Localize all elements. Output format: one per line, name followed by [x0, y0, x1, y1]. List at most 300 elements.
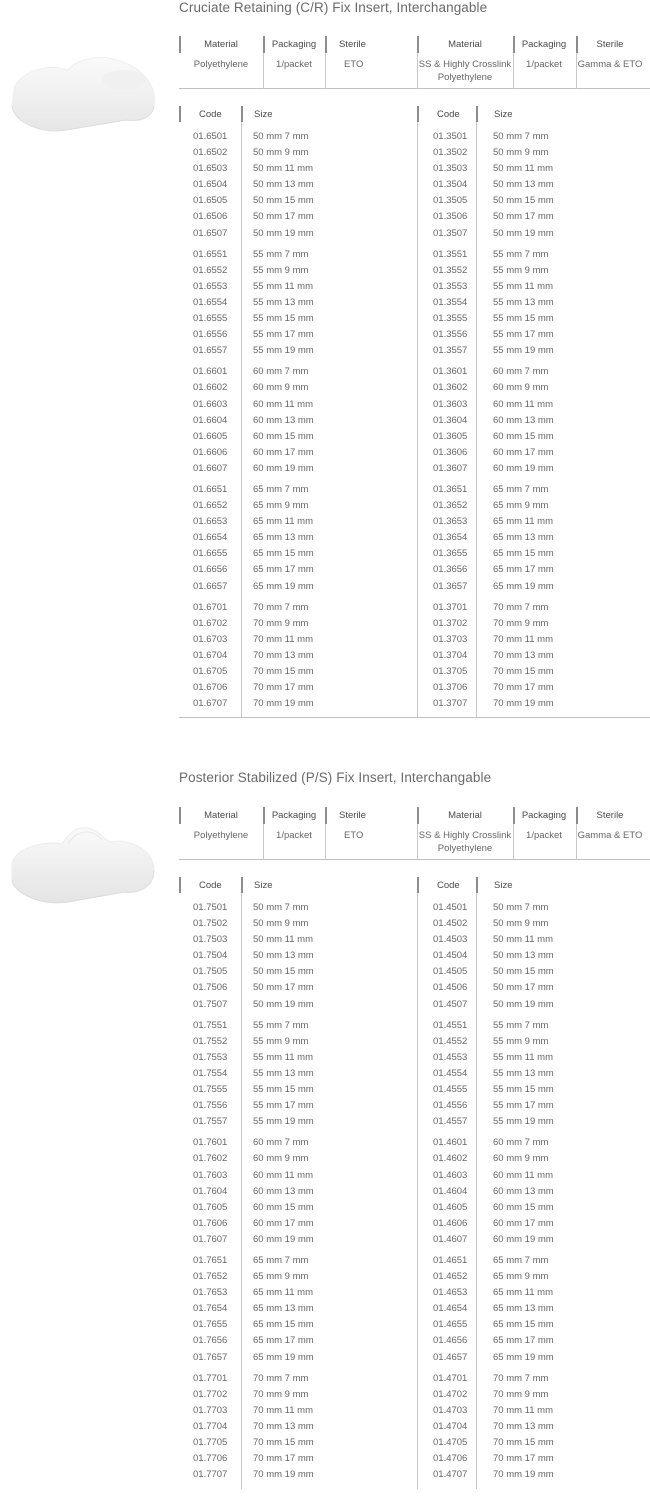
spec-sterile-left	[325, 807, 417, 860]
product-code: 01.4706	[433, 1453, 468, 1465]
cr-insert-image	[6, 52, 156, 132]
product-code: 01.4701	[433, 1372, 468, 1384]
table-row	[179, 1114, 409, 1130]
sterile-value: Gamma & ETO	[577, 830, 643, 841]
table-row	[419, 1301, 649, 1317]
product-code: 01.7652	[193, 1271, 228, 1283]
table-row	[419, 413, 649, 429]
table-row	[179, 413, 409, 429]
product-code: 01.4554	[433, 1067, 468, 1079]
product-code: 01.7503	[193, 934, 228, 946]
table-row	[179, 1184, 409, 1200]
product-code: 01.7604	[193, 1185, 228, 1197]
table-row	[419, 530, 649, 546]
table-row	[179, 1168, 409, 1184]
table-row	[179, 1151, 409, 1167]
product-size: 65 mm 11 mm	[493, 516, 554, 528]
product-code: 01.3551	[433, 248, 468, 260]
code-table-right	[417, 877, 647, 1481]
product-code: 01.4707	[433, 1469, 468, 1481]
product-size: 55 mm 11 mm	[493, 1051, 554, 1063]
product-code: 01.6557	[193, 345, 228, 357]
product-size: 70 mm 9 mm	[493, 617, 549, 629]
code-groups	[179, 129, 409, 717]
product-size: 70 mm 15 mm	[253, 1437, 314, 1448]
product-code: 01.4553	[433, 1051, 468, 1063]
product-size: 55 mm 19 mm	[493, 345, 554, 357]
product-size: 50 mm 19 mm	[253, 998, 314, 1010]
product-code: 01.6502	[193, 147, 228, 159]
table-row	[179, 932, 409, 948]
ps-section	[0, 770, 650, 1505]
product-size: 70 mm 17 mm	[253, 682, 314, 694]
table-row	[419, 327, 649, 343]
table-row	[419, 226, 649, 242]
product-size: 50 mm 17 mm	[493, 982, 554, 994]
product-code: 01.7704	[193, 1420, 228, 1432]
product-code: 01.4505	[433, 966, 468, 978]
product-code: 01.7502	[193, 918, 228, 930]
size-header: Size	[494, 880, 513, 891]
table-row	[419, 498, 649, 514]
table-row	[179, 1387, 409, 1403]
product-code: 01.6506	[193, 211, 228, 223]
product-code: 01.6651	[193, 483, 228, 495]
product-size: 50 mm 13 mm	[493, 950, 554, 962]
table-row	[179, 1253, 409, 1269]
product-code: 01.3501	[433, 131, 468, 142]
product-code: 01.6552	[193, 264, 228, 276]
product-size: 60 mm 17 mm	[493, 446, 554, 458]
table-row	[419, 964, 649, 980]
product-code: 01.7504	[193, 950, 228, 962]
product-size: 50 mm 17 mm	[253, 982, 314, 994]
spec-row	[179, 36, 650, 89]
product-size: 65 mm 17 mm	[253, 564, 314, 576]
size-group	[179, 1371, 409, 1484]
product-size: 60 mm 13 mm	[493, 414, 554, 426]
table-row	[179, 1403, 409, 1419]
size-group	[419, 129, 649, 242]
product-code: 01.3656	[433, 564, 468, 576]
product-code: 01.6605	[193, 430, 228, 442]
table-row	[179, 129, 409, 145]
table-row	[179, 1350, 409, 1366]
product-size: 60 mm 17 mm	[253, 1217, 314, 1229]
product-size: 55 mm 15 mm	[493, 313, 554, 325]
sterile-label: Sterile	[339, 810, 366, 821]
product-size: 55 mm 7 mm	[253, 1019, 309, 1031]
table-row	[179, 680, 409, 696]
material-label: Material	[204, 39, 238, 50]
code-header: Code	[437, 109, 460, 120]
product-code: 01.4556	[433, 1100, 468, 1112]
product-size: 65 mm 7 mm	[493, 1254, 549, 1266]
table-row	[179, 1371, 409, 1387]
product-size: 60 mm 9 mm	[253, 382, 309, 394]
table-row	[419, 980, 649, 996]
code-header: Code	[437, 880, 460, 891]
table-row	[419, 1371, 649, 1387]
product-size: 55 mm 19 mm	[493, 1116, 554, 1128]
product-size: 60 mm 9 mm	[253, 1153, 309, 1165]
table-row	[419, 1135, 649, 1151]
product-size: 70 mm 15 mm	[253, 666, 314, 677]
product-code: 01.4651	[433, 1254, 468, 1266]
table-row	[179, 997, 409, 1013]
product-size: 70 mm 19 mm	[493, 698, 554, 710]
section-title: Posterior Stabilized (P/S) Fix Insert, Interchangable	[179, 770, 492, 785]
product-code: 01.4503	[433, 934, 468, 946]
material-value-line2: Polyethylene	[437, 72, 493, 83]
product-size: 65 mm 9 mm	[493, 1271, 549, 1283]
table-row	[419, 1350, 649, 1366]
table-row	[419, 616, 649, 632]
product-size: 65 mm 19 mm	[493, 1351, 554, 1363]
product-code: 01.6507	[193, 227, 228, 239]
product-size: 65 mm 9 mm	[253, 500, 309, 512]
packaging-value: 1/packet	[276, 59, 312, 70]
product-size: 50 mm 7 mm	[493, 902, 549, 913]
table-row	[179, 193, 409, 209]
product-code: 01.3707	[433, 698, 468, 710]
product-size: 50 mm 7 mm	[253, 131, 309, 142]
table-row	[419, 932, 649, 948]
table-row	[179, 311, 409, 327]
product-code: 01.4704	[433, 1420, 468, 1432]
table-row	[419, 1253, 649, 1269]
table-row	[179, 1066, 409, 1082]
product-size: 60 mm 9 mm	[493, 1153, 549, 1165]
product-size: 50 mm 9 mm	[253, 147, 309, 159]
table-row	[419, 514, 649, 530]
product-size: 60 mm 15 mm	[253, 430, 314, 442]
product-size: 60 mm 15 mm	[493, 430, 554, 442]
product-code: 01.7702	[193, 1388, 228, 1400]
product-size: 50 mm 7 mm	[493, 131, 549, 142]
product-code: 01.3605	[433, 430, 468, 442]
product-size: 70 mm 15 mm	[493, 1437, 554, 1448]
product-size: 65 mm 13 mm	[493, 1303, 554, 1315]
product-code: 01.4604	[433, 1185, 468, 1197]
material-value: Polyethylene	[193, 59, 249, 70]
product-size: 55 mm 9 mm	[493, 1035, 549, 1047]
product-code: 01.6654	[193, 532, 228, 544]
product-size: 55 mm 19 mm	[253, 345, 314, 357]
product-size: 65 mm 17 mm	[253, 1335, 314, 1347]
product-code: 01.6601	[193, 366, 228, 378]
product-size: 70 mm 17 mm	[493, 682, 554, 694]
table-row	[419, 1151, 649, 1167]
product-code: 01.7557	[193, 1116, 228, 1128]
table-row	[419, 380, 649, 396]
table-row	[419, 1066, 649, 1082]
product-code: 01.4555	[433, 1084, 468, 1096]
table-row	[179, 461, 409, 477]
size-group	[179, 900, 409, 1013]
product-size: 65 mm 15 mm	[253, 548, 314, 560]
product-size: 50 mm 19 mm	[493, 998, 554, 1010]
table-row	[179, 247, 409, 263]
product-code: 01.6705	[193, 666, 228, 677]
product-code: 01.3703	[433, 633, 468, 645]
product-code: 01.3506	[433, 211, 468, 223]
product-code: 01.4605	[433, 1201, 468, 1213]
product-code: 01.3554	[433, 296, 468, 308]
product-size: 60 mm 11 mm	[253, 398, 314, 410]
product-size: 65 mm 13 mm	[253, 1303, 314, 1315]
table-row	[179, 397, 409, 413]
code-table-left	[179, 106, 409, 710]
product-size: 60 mm 15 mm	[253, 1201, 314, 1213]
size-group	[419, 482, 649, 595]
product-size: 60 mm 19 mm	[493, 462, 554, 474]
product-code: 01.7551	[193, 1019, 228, 1031]
table-row	[179, 600, 409, 616]
product-code: 01.4705	[433, 1437, 468, 1448]
table-row	[179, 1301, 409, 1317]
product-code: 01.7556	[193, 1100, 228, 1112]
table-row	[179, 343, 409, 359]
spec-material-right	[417, 807, 513, 860]
product-code: 01.3502	[433, 147, 468, 159]
product-size: 50 mm 13 mm	[253, 950, 314, 962]
table-row	[179, 696, 409, 712]
product-size: 70 mm 11 mm	[253, 1404, 314, 1416]
product-code: 01.3657	[433, 580, 468, 592]
product-size: 55 mm 17 mm	[493, 1100, 554, 1112]
product-size: 70 mm 7 mm	[493, 1372, 549, 1384]
product-code: 01.6604	[193, 414, 228, 426]
table-row	[179, 632, 409, 648]
product-size: 50 mm 15 mm	[493, 966, 554, 978]
size-group	[179, 1253, 409, 1366]
product-code: 01.4552	[433, 1035, 468, 1047]
product-code: 01.7656	[193, 1335, 228, 1347]
product-code: 01.6504	[193, 179, 228, 191]
product-size: 50 mm 15 mm	[253, 966, 314, 978]
product-code: 01.7701	[193, 1372, 228, 1384]
table-row	[179, 900, 409, 916]
material-label: Material	[204, 810, 238, 821]
table-row	[179, 1135, 409, 1151]
product-code: 01.6701	[193, 601, 228, 613]
table-row	[179, 1200, 409, 1216]
product-size: 65 mm 19 mm	[253, 1351, 314, 1363]
product-code: 01.6553	[193, 280, 228, 292]
product-code: 01.6505	[193, 195, 228, 207]
product-size: 70 mm 11 mm	[253, 633, 314, 645]
table-row	[179, 482, 409, 498]
sterile-value: Gamma & ETO	[577, 59, 643, 70]
packaging-value: 1/packet	[526, 59, 562, 70]
product-code: 01.3557	[433, 345, 468, 357]
cr-section	[0, 0, 650, 720]
table-row	[179, 177, 409, 193]
product-code: 01.4656	[433, 1335, 468, 1347]
table-row	[179, 209, 409, 225]
table-row	[419, 1467, 649, 1483]
table-row	[179, 263, 409, 279]
table-row	[419, 1200, 649, 1216]
product-code: 01.4607	[433, 1233, 468, 1245]
table-row	[179, 1333, 409, 1349]
packaging-value: 1/packet	[526, 830, 562, 841]
product-size: 50 mm 15 mm	[493, 195, 554, 207]
product-code: 01.7602	[193, 1153, 228, 1165]
table-row	[419, 562, 649, 578]
table-row	[419, 546, 649, 562]
product-code: 01.6551	[193, 248, 228, 260]
table-row	[419, 1269, 649, 1285]
spec-material-left	[179, 36, 263, 89]
product-size: 60 mm 7 mm	[493, 366, 549, 378]
product-code: 01.7657	[193, 1351, 228, 1363]
table-row	[419, 1419, 649, 1435]
size-group	[179, 1018, 409, 1131]
product-code: 01.7601	[193, 1137, 228, 1149]
product-size: 55 mm 15 mm	[493, 1084, 554, 1096]
table-row	[179, 1451, 409, 1467]
product-size: 65 mm 15 mm	[493, 548, 554, 560]
size-header: Size	[494, 109, 513, 120]
table-row	[419, 429, 649, 445]
product-code: 01.3606	[433, 446, 468, 458]
product-code: 01.4601	[433, 1137, 468, 1149]
sterile-value: ETO	[344, 830, 364, 841]
table-row	[419, 1018, 649, 1034]
product-size: 60 mm 11 mm	[493, 398, 554, 410]
product-size: 60 mm 17 mm	[253, 446, 314, 458]
code-table-right	[417, 106, 647, 710]
product-size: 55 mm 9 mm	[493, 264, 549, 276]
spec-row	[179, 807, 650, 860]
table-row	[179, 327, 409, 343]
product-size: 65 mm 7 mm	[253, 483, 309, 495]
product-size: 65 mm 9 mm	[253, 1271, 309, 1283]
product-size: 50 mm 9 mm	[493, 147, 549, 159]
product-code: 01.6703	[193, 633, 228, 645]
product-code: 01.3607	[433, 462, 468, 474]
table-row	[419, 247, 649, 263]
spec-material-left	[179, 807, 263, 860]
table-row	[419, 696, 649, 712]
packaging-label: Packaging	[521, 39, 567, 50]
product-size: 70 mm 13 mm	[493, 1420, 554, 1432]
product-code: 01.3706	[433, 682, 468, 694]
product-size: 50 mm 9 mm	[253, 918, 309, 930]
packaging-label: Packaging	[271, 810, 317, 821]
product-size: 55 mm 17 mm	[493, 329, 554, 341]
table-row	[179, 664, 409, 680]
product-size: 55 mm 17 mm	[253, 1100, 314, 1112]
spec-packaging-left	[263, 807, 325, 860]
product-code: 01.3601	[433, 366, 468, 378]
size-header: Size	[254, 109, 273, 120]
product-code: 01.6704	[193, 649, 228, 661]
spec-sterile-right	[576, 36, 644, 89]
product-code: 01.4507	[433, 998, 468, 1010]
product-code: 01.4506	[433, 982, 468, 994]
product-code: 01.3602	[433, 382, 468, 394]
product-size: 50 mm 11 mm	[493, 163, 554, 175]
table-row	[419, 1285, 649, 1301]
table-row	[179, 380, 409, 396]
code-header: Code	[199, 880, 222, 891]
product-code: 01.7554	[193, 1067, 228, 1079]
product-size: 60 mm 17 mm	[493, 1217, 554, 1229]
material-value-line1: SS & Highly Crosslink	[418, 830, 512, 841]
table-row	[419, 177, 649, 193]
product-code: 01.7553	[193, 1051, 228, 1063]
product-code: 01.3503	[433, 163, 468, 175]
product-code: 01.6706	[193, 682, 228, 694]
table-row	[419, 680, 649, 696]
product-code: 01.4603	[433, 1169, 468, 1181]
product-size: 65 mm 19 mm	[253, 580, 314, 592]
table-row	[419, 1387, 649, 1403]
product-code: 01.3652	[433, 500, 468, 512]
table-row	[419, 648, 649, 664]
product-code: 01.3555	[433, 313, 468, 325]
table-row	[179, 161, 409, 177]
product-code: 01.7505	[193, 966, 228, 978]
product-size: 60 mm 19 mm	[253, 1233, 314, 1245]
product-code: 01.4557	[433, 1116, 468, 1128]
product-size: 55 mm 13 mm	[253, 296, 314, 308]
product-code: 01.7552	[193, 1035, 228, 1047]
product-code: 01.4655	[433, 1319, 468, 1331]
product-code: 01.7501	[193, 902, 228, 913]
table-row	[419, 461, 649, 477]
table-row	[179, 1435, 409, 1451]
table-row	[179, 364, 409, 380]
product-code: 01.6657	[193, 580, 228, 592]
table-row	[179, 279, 409, 295]
product-size: 60 mm 7 mm	[493, 1137, 549, 1149]
product-code: 01.6656	[193, 564, 228, 576]
product-size: 60 mm 13 mm	[493, 1185, 554, 1197]
product-size: 65 mm 17 mm	[493, 564, 554, 576]
product-size: 70 mm 7 mm	[493, 601, 549, 613]
product-size: 50 mm 17 mm	[493, 211, 554, 223]
product-size: 60 mm 19 mm	[253, 462, 314, 474]
table-row	[419, 161, 649, 177]
product-size: 70 mm 11 mm	[493, 633, 554, 645]
table-row	[419, 948, 649, 964]
product-size: 65 mm 13 mm	[493, 532, 554, 544]
table-row	[179, 498, 409, 514]
product-code: 01.4606	[433, 1217, 468, 1229]
product-code: 01.4504	[433, 950, 468, 962]
product-size: 60 mm 15 mm	[493, 1201, 554, 1213]
product-size: 60 mm 13 mm	[253, 414, 314, 426]
table-row	[419, 1184, 649, 1200]
material-label: Material	[448, 39, 482, 50]
product-size: 65 mm 9 mm	[493, 500, 549, 512]
product-code: 01.6655	[193, 548, 228, 560]
table-row	[419, 343, 649, 359]
table-row	[419, 1050, 649, 1066]
table-row	[179, 429, 409, 445]
product-size: 55 mm 13 mm	[493, 296, 554, 308]
product-size: 55 mm 17 mm	[253, 329, 314, 341]
product-size: 70 mm 9 mm	[253, 617, 309, 629]
product-size: 55 mm 13 mm	[253, 1067, 314, 1079]
product-size: 65 mm 11 mm	[253, 1287, 314, 1299]
table-row	[419, 1168, 649, 1184]
product-size: 55 mm 9 mm	[253, 264, 309, 276]
